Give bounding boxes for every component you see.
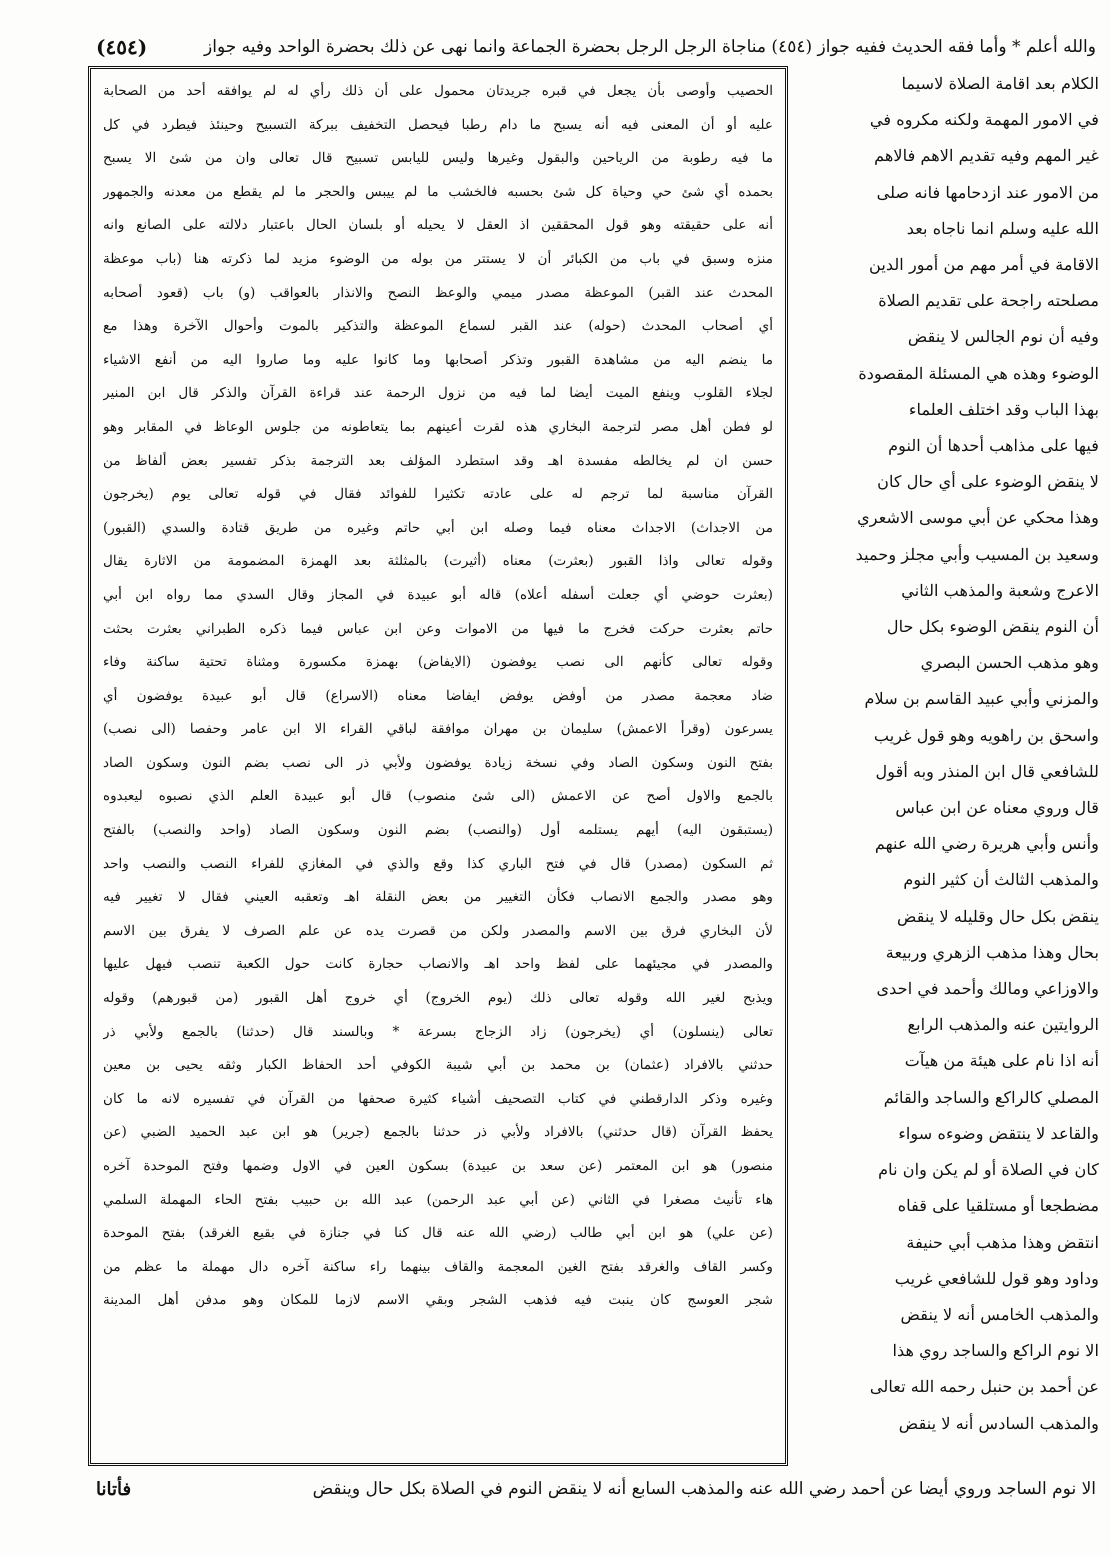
commentary-line: ما فيه رطوبة من الرياحين والبقول وغيرها وليس لليابس تسبيح قال تعالى وان من شئ الا يسبح — [103, 150, 773, 167]
commentary-line: وهو مصدر والجمع الانصاب فكأن التغيير من بعض النقلة اهـ وتعقبه العيني فقال لا تغيير فيه — [103, 889, 773, 906]
commentary-line: وكسر القاف والغرقد بفتح الغين المعجمة والقاف بينهما راء ساكنة آخره دال مهملة ما عظم من — [103, 1258, 773, 1275]
margin-text-line: وداود وهو قول للشافعي غريب — [894, 1268, 1099, 1288]
commentary-line: يسرعون (وقرأ الاعمش) سليمان بن مهران موافقة لباقي القراء الا ابن عامر وحفصا (الى نصب) — [103, 721, 773, 738]
commentary-line: ما ينضم اليه من مشاهدة القبور وتذكر أصحابها وما كانوا عليه وما صاروا اليه من أنفع الاشياء — [103, 351, 773, 368]
commentary-line: شجر العوسج كان ينبت فيه فذهب الشجر وبقي الاسم لازما للمكان وهو مدفن أهل المدينة — [103, 1292, 773, 1309]
commentary-line: يحفظ القرآن (قال حدثني) بالافراد ولأبي ذر حدثنا بالجمع (جرير) هو ابن عبد الحميد الضبي (عن — [103, 1124, 773, 1141]
margin-text-line: الاعرج وشعبة والمذهب الثاني — [901, 580, 1099, 600]
commentary-line: حسن ان لم يخالطه مفسدة اهـ وقد استطرد المؤلف بعد الترجمة بذكر تفسير بعض ألفاظ من — [103, 452, 773, 469]
commentary-line: بحمده أي شئ حي وحياة كل شئ بحسبه فالخشب ما لم ييبس والحجر ما لم يقطع من معدنه والجمهور — [103, 183, 773, 200]
margin-text-line: بهذا الباب وقد اختلف العلماء — [908, 399, 1099, 419]
margin-text-line: المصلي كالراكع والساجد والقائم — [883, 1087, 1099, 1107]
margin-text-line: واسحق بن راهويه وهو قول غريب — [873, 725, 1099, 745]
margin-text-line: والمزني وأبي عبيد القاسم بن سلام — [864, 689, 1099, 709]
margin-text-line: أن النوم ينقض الوضوء بكل حال — [886, 617, 1099, 637]
commentary-line: تعالى (ينسلون) أي (يخرجون) زاد الزجاج بسرعة * وبالسند قال (حدثنا) بالجمع ولأبي ذر — [103, 1023, 773, 1040]
margin-text-line: الكلام بعد اقامة الصلاة لاسيما — [901, 74, 1099, 93]
commentary-line: هاء تأنيث مصغرا في الثاني (عن أبي عبد الرحمن) عبد الله بن حبيب بفتح الحاء المهملة السلمي — [103, 1191, 773, 1208]
margin-text-column — [809, 66, 1099, 1461]
commentary-line: منزه وسبق في باب من الكبائر أن لا يستتر من بوله من الوضوء مزيد لما ذكرته هنا (باب موعظة — [103, 250, 773, 267]
commentary-line: أنه على حقيقته وهو قول المحققين اذ العقل لا يحيله أو بلسان الحال باعتبار دلالته على الصانع وانه — [103, 217, 773, 234]
margin-text-line: قال وروي معناه عن ابن عباس — [895, 798, 1099, 818]
commentary-line: حدثني بالافراد (عثمان) بن محمد بن أبي شيبة الكوفي أحد الحفاظ الكبار وثقه يحيى بن معين — [103, 1057, 773, 1074]
margin-text-line: غير المهم وفيه تقديم الاهم فالاهم — [874, 146, 1099, 166]
page-footer — [96, 1470, 1096, 1508]
margin-text-line: في الامور المهمة ولكنه مكروه في — [869, 110, 1099, 130]
commentary-line: منصور) هو ابن المعتمر (عن سعد بن عبيدة) بسكون العين في الاول وضمها وفتح الموحدة آخره — [103, 1158, 773, 1174]
margin-text-line: والقاعد لا ينتقض وضوءه سواء — [898, 1123, 1099, 1143]
commentary-line: المحدث عند القبر) الموعظة مصدر ميمي والوعظ النصح والانذار بالعواقب (و) باب (قعود أصحابه — [103, 284, 773, 301]
commentary-line: وقوله تعالى واذا القبور (بعثرت) معناه (أثيرت) بالمثلثة بعد الهمزة المضمومة من الاثارة يقال — [103, 553, 773, 570]
margin-text-line: من الامور عند ازدحامها فانه صلى — [876, 182, 1099, 202]
commentary-line: ويذبح لغير الله وقوله تعالى ذلك (يوم الخروج) أي خروج أهل القبور (من قبورهم) وقوله — [103, 990, 773, 1007]
commentary-line: ضاد معجمة مصدر من أوفض يوفض ايفاضا معناه (الاسراع) قال أبو عبيدة يوفضون أي — [103, 687, 773, 704]
margin-text-line: مضطجعا أو مستلقيا على قفاه — [897, 1196, 1099, 1216]
margin-text-line: كان في الصلاة أو لم يكن وان نام — [878, 1160, 1099, 1180]
commentary-frame — [88, 66, 788, 1466]
margin-text-line: لا ينقض الوضوء على أي حال كان — [877, 472, 1099, 492]
margin-text-line: والمذهب الخامس أنه لا ينقض — [900, 1304, 1099, 1324]
commentary-text — [103, 75, 773, 1457]
margin-text-line: وأنس وأبي هريرة رضي الله عنهم — [874, 834, 1099, 854]
margin-text-line: فيها على مذاهب أحدها أن النوم — [888, 436, 1099, 456]
margin-text-line: الوضوء وهذه هي المسئلة المقصودة — [858, 363, 1099, 383]
footer-text: الا نوم الساجد وروي أيضا عن أحمد رضي الله عنه والمذهب السابع أنه لا ينقض النوم في الصلاة بكل حال وينقض — [312, 1479, 1096, 1499]
margin-text-line: وسعيد بن المسيب وأبي مجلز وحميد — [855, 544, 1099, 564]
margin-text-line: عن أحمد بن حنبل رحمه الله تعالى — [869, 1377, 1099, 1397]
commentary-line: القرآن مناسبة لما ترجم له على عادته تكثيرا للفوائد فقال في قوله تعالى يوم (يخرجون — [103, 486, 773, 503]
margin-text-line: بحال وهذا مذهب الزهري وربيعة — [885, 942, 1099, 962]
commentary-line: من الاجداث) الاجداث معناه فيما وصله ابن أبي حاتم وغيره من طريق قتادة والسدي (القبور) — [103, 519, 773, 536]
commentary-line: لو فطن أهل مصر لترجمة البخاري هذه لقرت أعينهم بما يتعاطونه من جلوس الوعاظ في المقابر وهو — [103, 418, 773, 435]
margin-text-line: مصلحته راجحة على تقديم الصلاة — [878, 291, 1099, 311]
margin-text-line: والمذهب الثالث أن كثير النوم — [903, 870, 1099, 890]
commentary-line: ثم السكون (مصدر) قال في فتح الباري كذا وقع والذي في المغازي للفراء النصب والنصب واحد — [103, 855, 773, 872]
header-text: والله أعلم * وأما فقه الحديث ففيه جواز (٤٥٤) مناجاة الرجل الرجل بحضرة الجماعة وانما نهى عن ذلك بحضرة الواحد وفيه جواز — [204, 37, 1096, 57]
margin-text-line: والاوزاعي ومالك وأحمد في احدى — [876, 979, 1099, 999]
commentary-line: عليه أو أن المعنى فيه أنه يسبح ما دام رطبا فيحصل التخفيف ببركة التسبيح وحينئذ فيطرد في كل — [103, 116, 773, 133]
margin-text-line: أنه اذا نام على هيئة من هيآت — [904, 1051, 1099, 1071]
margin-text-line: الا نوم الراكع والساجد روي هذا — [892, 1341, 1099, 1361]
commentary-line: لأن البخاري فرق بين الاسم والمصدر ولكن من قصرت يده عن علم الصرف لا يفرق بين الاسم — [103, 922, 773, 939]
margin-text-line: للشافعي قال ابن المنذر وبه أقول — [875, 761, 1099, 781]
commentary-line: (عن علي) هو ابن أبي طالب (رضي الله عنه قال كنا في جنازة في بقيع الغرقد) بفتح الموحدة — [103, 1225, 773, 1242]
commentary-line: لجلاء القلوب وينفع الميت أيضا لما فيه من نزول الرحمة عند قراءة القرآن والذكر قال ابن المنير — [103, 385, 773, 402]
margin-text-line: وهذا محكي عن أبي موسى الاشعري — [857, 508, 1099, 528]
commentary-line: (بعثرت حوضي أي جعلت أسفله أعلاه) قاله أبو عبيدة في المجاز وقال السدي مما رواه ابن أبي — [103, 586, 773, 603]
margin-text-line: انتقض وهذا مذهب أبي حنيفة — [906, 1232, 1099, 1252]
margin-text-line: وفيه أن نوم الجالس لا ينقض — [907, 327, 1099, 347]
margin-text-line: الاقامة في أمر مهم من أمور الدين — [869, 255, 1099, 275]
page-header — [96, 30, 1096, 64]
commentary-line: بالجمع والاول أصح عن الاعمش (الى شئ منصوب) قال أبو عبيدة العلم الذي نصبوه ليعبدوه — [103, 788, 773, 805]
margin-text-line: وهو مذهب الحسن البصري — [920, 653, 1099, 673]
page-number: (٤٥٤) — [96, 35, 148, 59]
commentary-line: بفتح النون وسكون الصاد وفي نسخة زيادة يوفضون ولأبي ذر الى نصب بضم النون وسكون الصاد — [103, 754, 773, 771]
catchword: فأتانا — [96, 1478, 132, 1500]
margin-text-line: والمذهب السادس أنه لا ينقض — [898, 1413, 1099, 1433]
commentary-line: أي أصحاب المحدث (حوله) عند القبر لسماع الموعظة والتذكير بالموت وأحوال الآخرة وهذا مع — [103, 318, 773, 335]
margin-text-line: ينقض بكل حال وقليله لا ينقض — [896, 906, 1099, 926]
margin-text-line: الله عليه وسلم انما ناجاه بعد — [906, 218, 1099, 238]
commentary-line: (يستبقون اليه) أيهم يستلمه أول (والنصب) بضم النون وسكون الصاد (واحد والنصب) بالفتح — [103, 822, 773, 839]
commentary-line: الحصيب وأوصى بأن يجعل في قبره جريدتان محمول على أن ذلك رأي له لم يوافقه أحد من الصحابة — [103, 83, 773, 99]
commentary-line: حاتم بعثرت حركت فخرج ما فيها من الاموات وعن ابن عباس فيما ذكره الطبراني بعثرت بحثت — [103, 620, 773, 637]
commentary-line: وغيره وذكر الدارقطني في كتاب التصحيف أشياء كثيرة صحفها من القرآن في تفسيره لانه ما كان — [103, 1090, 773, 1107]
margin-text-line: الروايتين عنه والمذهب الرابع — [907, 1015, 1099, 1035]
commentary-line: وقوله تعالى كأنهم الى نصب يوفضون (الايفاض) بهمزة مكسورة ومثناة تحتية ساكنة وفاء — [103, 654, 773, 671]
commentary-line: والمصدر في مجيئهما على لفظ واحد اهـ والانصاب حجارة كانت حول الكعبة تنصب فيهل عليها — [103, 956, 773, 973]
